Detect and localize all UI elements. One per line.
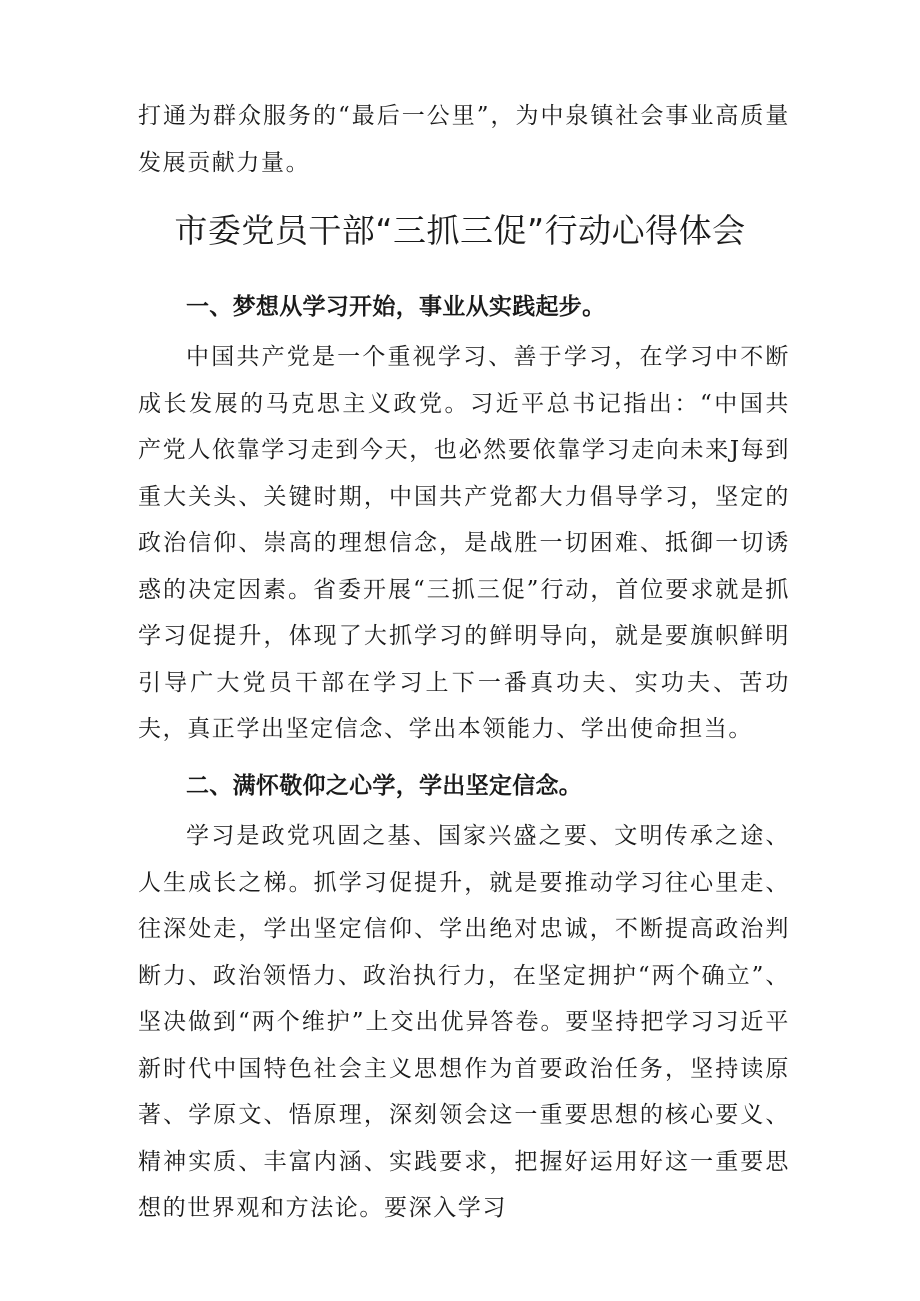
carryover-paragraph: 打通为群众服务的“最后一公里”，为中泉镇社会事业高质量发展贡献力量。 <box>138 103 790 176</box>
document-title: 市委党员干部“三抓三促”行动心得体会 <box>174 211 746 250</box>
section-heading-1: 一、梦想从学习开始，事业从实践起步。 <box>186 294 606 320</box>
section-paragraph-2: 学习是政党巩固之基、国家兴盛之要、文明传承之途、人生成长之梯。抓学习促提升，就是要推动学习往心里走、往深处走，学出坚定信仰、学出绝对忠诚，不断提高政治判断力、政治领悟力、政治执行力，在坚定拥护“两个确立”、坚决做到“两个维护”上交出优异答卷。要坚持把学习习近平新时代中国特色社会主义思想作为首要政治任务，坚持读原著、学原文、悟原理，深刻领会这一重要思想的核心要义、精神实质、丰富内涵、实践要求，把握好运用好这一重要思想的世界观和方法论。要深入学习 <box>138 823 790 1221</box>
section-heading-2: 二、满怀敬仰之心学，学出坚定信念。 <box>186 773 583 799</box>
section-paragraph-1: 中国共产党是一个重视学习、善于学习，在学习中不断成长发展的马克思主义政党。习近平总书记指出：“中国共产党人依靠学习走到今天，也必然要依靠学习走向未来J每到重大关头、关键时期，中国共产党都大力倡导学习，坚定的政治信仰、崇高的理想信念，是战胜一切困难、抵御一切诱惑的决定因素。省委开展“三抓三促”行动，首位要求就是抓学习促提升，体现了大抓学习的鲜明导向，就是要旗帜鲜明引导广大党员干部在学习上下一番真功夫、实功夫、苦功夫，真正学出坚定信念、学出本领能力、学出使命担当。 <box>138 344 790 742</box>
